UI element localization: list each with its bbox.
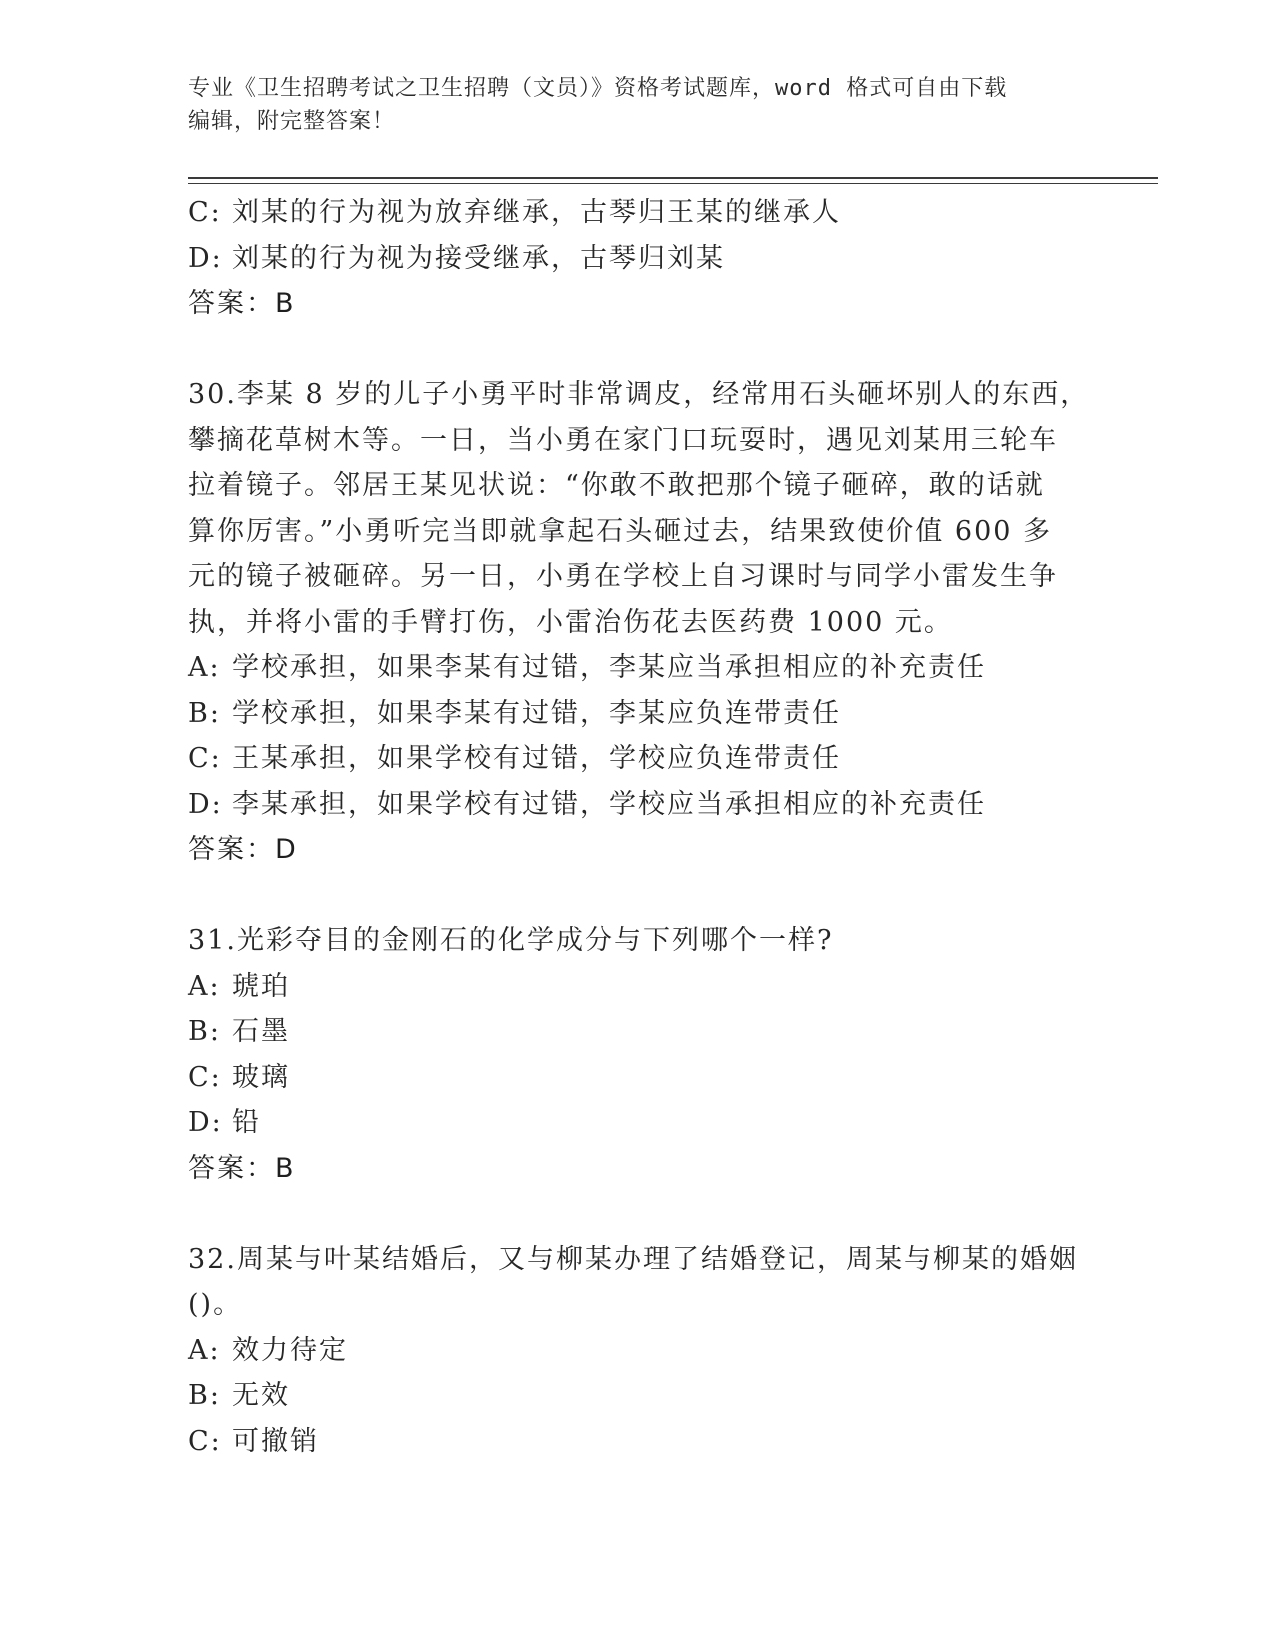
option-key: A: <box>188 970 221 1002</box>
header-rule-thin <box>188 183 1158 184</box>
option-d <box>188 1100 1088 1146</box>
option-b <box>188 1009 1088 1055</box>
option-text: 效力待定 <box>232 1334 348 1366</box>
option-d <box>188 236 1088 282</box>
option-text: 学校承担，如果李某有过错，李某应当承担相应的补充责任 <box>232 652 986 683</box>
option-text: 可撤销 <box>232 1425 319 1457</box>
question-30 <box>188 372 1088 873</box>
question-31 <box>188 918 1088 1191</box>
question-text-line: 元的镜子被砸碎。另一日，小勇在学校上自习课时与同学小雷发生争 <box>188 561 1058 592</box>
question-text-line: 32.周某与叶某结婚后，又与柳某办理了结婚登记，周某与柳某的婚姻 <box>188 1243 1078 1275</box>
option-c <box>188 190 1088 236</box>
option-key: C: <box>188 743 222 774</box>
option-key: C: <box>188 197 222 228</box>
header-line-2: 编辑，附完整答案！ <box>188 109 396 134</box>
option-key: D: <box>188 788 223 820</box>
option-key: D: <box>188 242 223 274</box>
option-key: A: <box>188 652 221 683</box>
question-text-line: 算你厉害。”小勇听完当即就拿起石头砸过去，结果致使价值 600 多 <box>188 515 1053 547</box>
option-text: 李某承担，如果学校有过错，学校应当承担相应的补充责任 <box>232 788 986 820</box>
option-key: A: <box>188 1334 221 1366</box>
option-a <box>188 1328 1088 1374</box>
option-d <box>188 782 1088 828</box>
question-32 <box>188 1237 1088 1465</box>
option-a <box>188 645 1088 691</box>
option-text: 王某承担，如果学校有过错，学校应负连带责任 <box>232 743 841 774</box>
document-header <box>188 72 1088 138</box>
answer-line: 答案：B <box>188 1152 296 1184</box>
option-text: 刘某的行为视为接受继承，古琴归刘某 <box>232 242 725 274</box>
option-c <box>188 1419 1088 1465</box>
option-text: 无效 <box>232 1380 290 1411</box>
option-c <box>188 736 1088 782</box>
answer-line: 答案：D <box>188 834 298 865</box>
option-key: B: <box>188 697 221 729</box>
option-text: 刘某的行为视为放弃继承，古琴归王某的继承人 <box>232 197 841 228</box>
option-a <box>188 964 1088 1010</box>
question-text-line: ()。 <box>188 1289 243 1320</box>
question-text-line: 攀摘花草树木等。一日，当小勇在家门口玩耍时，遇见刘某用三轮车 <box>188 424 1058 456</box>
question-list <box>188 190 1088 1464</box>
option-text: 铅 <box>232 1107 261 1138</box>
option-key: D: <box>188 1107 223 1138</box>
header-line-1: 专业《卫生招聘考试之卫生招聘（文员）》资格考试题库，word 格式可自由下载 <box>188 76 1008 101</box>
option-key: B: <box>188 1016 221 1047</box>
option-text: 石墨 <box>232 1016 290 1047</box>
option-text: 琥珀 <box>232 970 290 1002</box>
option-key: B: <box>188 1380 221 1411</box>
option-key: C: <box>188 1425 222 1457</box>
question-text-line: 执，并将小雷的手臂打伤，小雷治伤花去医药费 1000 元。 <box>188 606 953 638</box>
option-b <box>188 1373 1088 1419</box>
question-text-line: 30.李某 8 岁的儿子小勇平时非常调皮，经常用石头砸坏别人的东西， <box>188 379 1090 410</box>
option-key: C: <box>188 1061 222 1093</box>
question-text-line: 拉着镜子。邻居王某见状说：“你敢不敢把那个镜子砸碎，敢的话就 <box>188 470 1045 501</box>
option-text: 学校承担，如果李某有过错，李某应负连带责任 <box>232 697 841 729</box>
question-29-tail <box>188 190 1088 327</box>
option-c <box>188 1055 1088 1101</box>
option-text: 玻璃 <box>232 1061 290 1093</box>
option-b <box>188 691 1088 737</box>
answer-line: 答案：B <box>188 288 296 319</box>
question-text-line: 31.光彩夺目的金刚石的化学成分与下列哪个一样? <box>188 925 834 956</box>
header-rule-thick <box>188 177 1158 179</box>
